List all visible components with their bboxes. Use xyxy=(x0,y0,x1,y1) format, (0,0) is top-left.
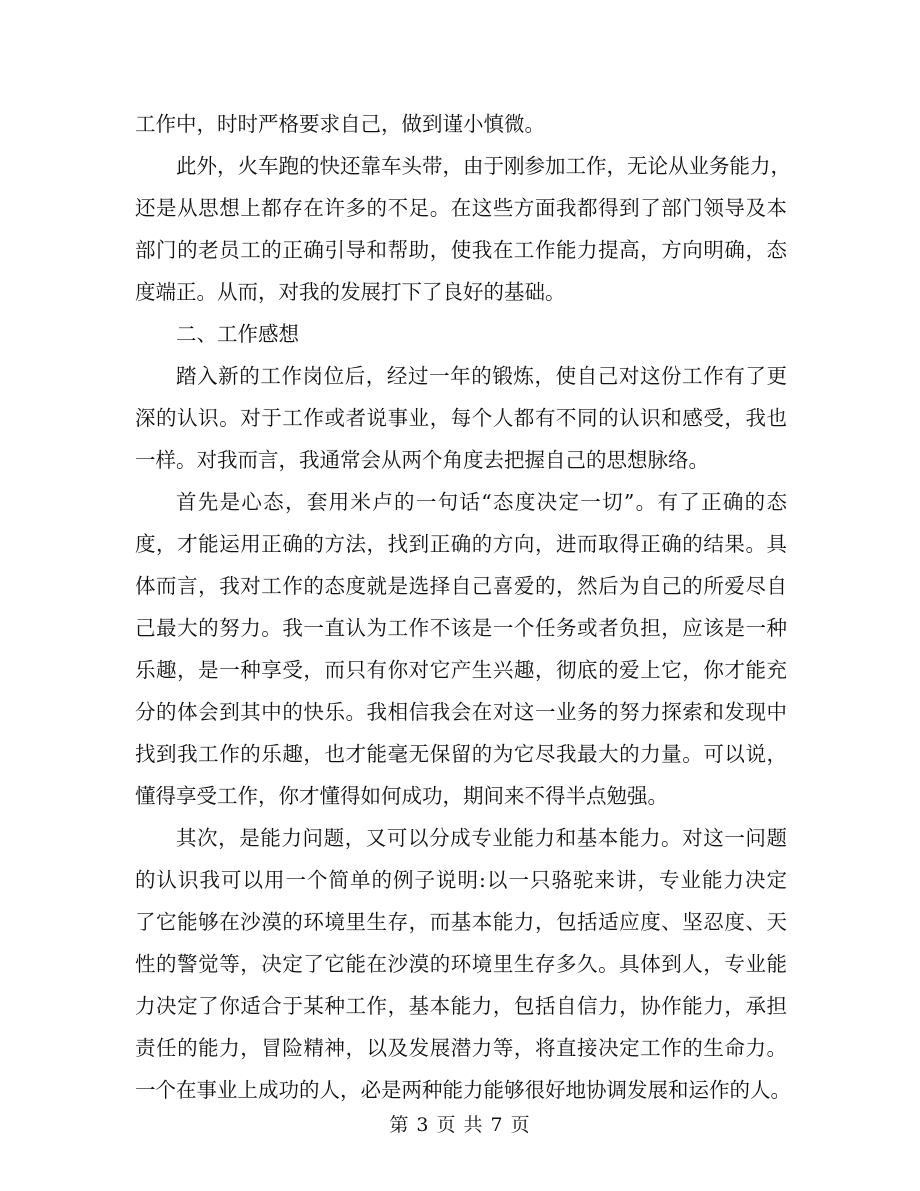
text-line: 度，才能运用正确的方法，找到正确的方向，进而取得正确的结果。具 xyxy=(135,532,787,556)
text-line: 己最大的努力。我一直认为工作不该是一个任务或者负担，应该是一种 xyxy=(135,616,787,640)
text-line: 的认识我可以用一个简单的例子说明:以一只骆驼来讲，专业能力决定 xyxy=(135,868,787,892)
text-line: 分的体会到其中的快乐。我相信我会在对这一业务的努力探索和发现中 xyxy=(135,700,787,724)
document-body xyxy=(135,103,791,1111)
text-line: 找到我工作的乐趣，也才能毫无保留的为它尽我最大的力量。可以说， xyxy=(135,742,787,766)
text-line: 部门的老员工的正确引导和帮助，使我在工作能力提高，方向明确，态 xyxy=(135,238,787,262)
text-line: 此外，火车跑的快还靠车头带，由于刚参加工作，无论从业务能力， xyxy=(176,154,791,178)
text-line: 责任的能力，冒险精神，以及发展潜力等，将直接决定工作的生命力。 xyxy=(135,1036,787,1060)
text-line: 乐趣，是一种享受，而只有你对它产生兴趣，彻底的爱上它，你才能充 xyxy=(135,658,787,682)
text-line: 工作中，时时严格要求自己，做到谨小慎微。 xyxy=(135,112,545,136)
text-line: 一样。对我而言，我通常会从两个角度去把握自己的思想脉络。 xyxy=(135,448,709,472)
page-number-footer: 第 3 页 共 7 页 xyxy=(389,1114,531,1136)
text-line: 二、工作感想 xyxy=(176,322,299,346)
text-line: 体而言，我对工作的态度就是选择自己喜爱的，然后为自己的所爱尽自 xyxy=(135,574,787,598)
text-line: 首先是心态，套用米卢的一句话“态度决定一切”。有了正确的态 xyxy=(176,490,787,514)
text-line: 其次，是能力问题，又可以分成专业能力和基本能力。对这一问题 xyxy=(176,826,787,850)
text-line: 性的警觉等，决定了它能在沙漠的环境里生存多久。具体到人，专业能 xyxy=(135,952,787,976)
text-line: 还是从思想上都存在许多的不足。在这些方面我都得到了部门领导及本 xyxy=(135,196,787,220)
text-line: 深的认识。对于工作或者说事业，每个人都有不同的认识和感受，我也 xyxy=(135,406,787,430)
text-line: 懂得享受工作，你才懂得如何成功，期间来不得半点勉强。 xyxy=(135,784,668,808)
text-line: 了它能够在沙漠的环境里生存，而基本能力，包括适应度、坚忍度、天 xyxy=(135,910,787,934)
text-line: 度端正。从而，对我的发展打下了良好的基础。 xyxy=(135,280,566,304)
text-line: 踏入新的工作岗位后，经过一年的锻炼，使自己对这份工作有了更 xyxy=(176,364,787,388)
text-line: 力决定了你适合于某种工作，基本能力，包括自信力，协作能力，承担 xyxy=(135,994,787,1018)
text-line: 一个在事业上成功的人，必是两种能力能够很好地协调发展和运作的人。 xyxy=(135,1078,791,1102)
